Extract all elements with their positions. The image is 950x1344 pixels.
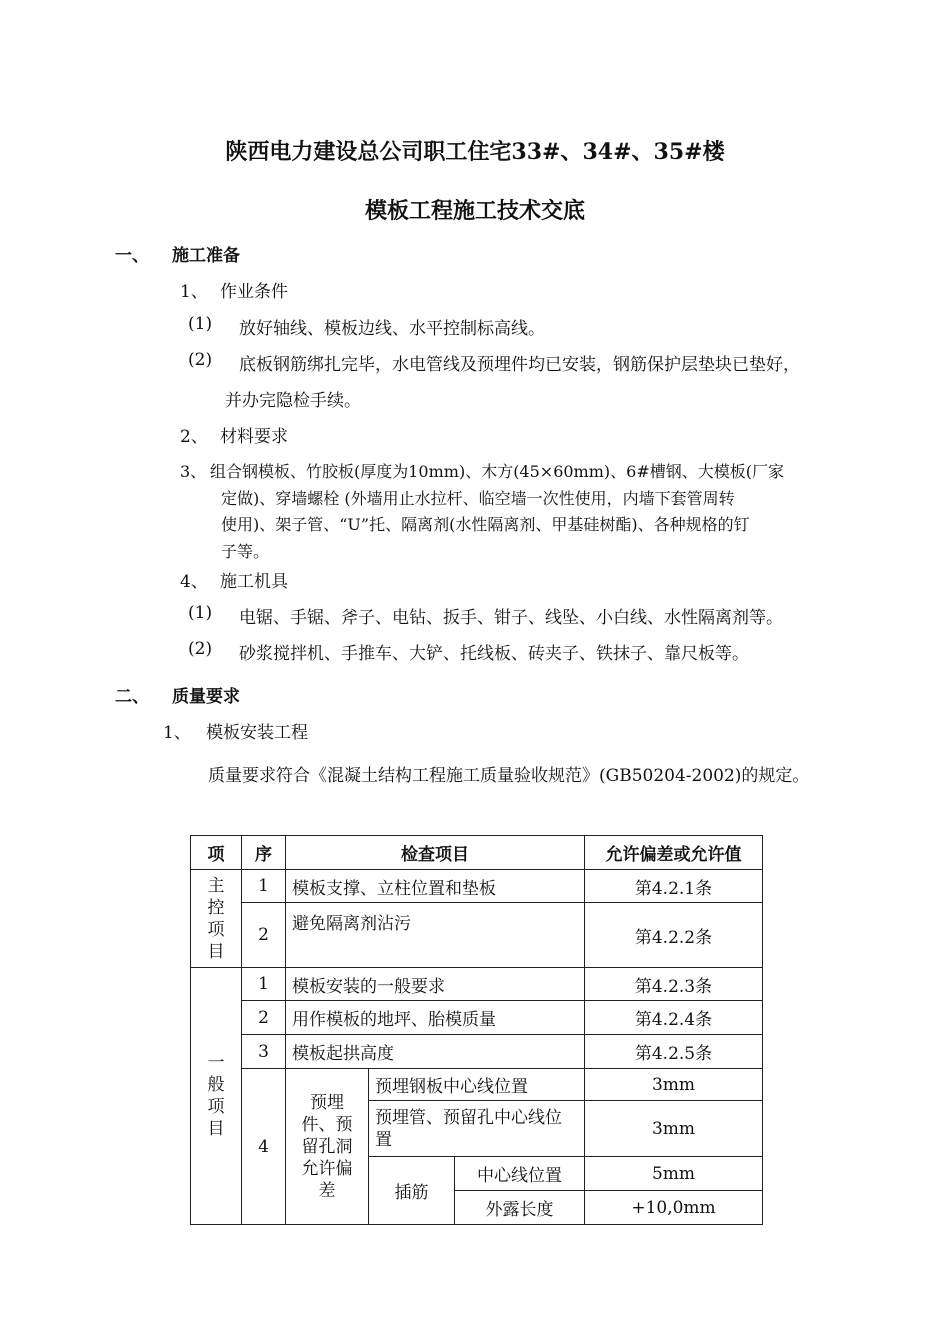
tool2-number: (2): [188, 639, 213, 659]
header-value: 允许偏差或允许值: [585, 836, 763, 870]
item3-line2: 定做)、穿墙螺栓 (外墙用止水拉杆、临空墙一次性使用，内墙下套管周转: [221, 489, 735, 508]
table-row: [191, 968, 763, 1001]
tool1-text: 电锯、手锯、斧子、电钻、扳手、钳子、线坠、小白线、水性隔离剂等。: [239, 608, 783, 628]
pipe-hole-value: 3mm: [585, 1101, 763, 1157]
table-header-row: [191, 836, 763, 870]
steel-plate-item: 预埋钢板中心线位置: [369, 1069, 585, 1101]
table-row: [191, 870, 763, 903]
table-row: [191, 1035, 763, 1069]
header-category: 项: [191, 836, 242, 870]
item3-line3: 使用)、架子管、“U”托、隔离剂(水性隔离剂、甲基硅树酯)、各种规格的钉: [221, 515, 750, 534]
document-title-line1: 陕西电力建设总公司职工住宅33#、34#、35#楼: [225, 139, 725, 165]
section1-number: 一、: [115, 246, 149, 266]
main-control-label: 主控项目: [191, 870, 242, 968]
condition2-text-line1: 底板钢筋绑扎完毕，水电管线及预埋件均已安装，钢筋保护层垫块已垫好，: [239, 355, 800, 375]
general-item-label: 一般项目: [191, 968, 242, 1225]
item4-label: 施工机具: [220, 572, 288, 592]
item3-line4: 子等。: [221, 542, 270, 561]
condition1-text: 放好轴线、模板边线、水平控制标高线。: [239, 319, 545, 339]
rebar-center-item: 中心线位置: [455, 1157, 585, 1191]
row-seq: 3: [242, 1035, 286, 1069]
condition2-number: (2): [188, 350, 213, 370]
rebar-center-value: 5mm: [585, 1157, 763, 1191]
row-seq: 1: [242, 968, 286, 1001]
inspection-table: [190, 835, 763, 1225]
rebar-label: 插筋: [369, 1157, 455, 1225]
row-item: 模板起拱高度: [286, 1035, 585, 1069]
section2-item1-label: 模板安装工程: [206, 723, 308, 743]
tool1-number: (1): [188, 603, 213, 623]
section1-heading: 施工准备: [172, 246, 240, 266]
row-seq: 2: [242, 903, 286, 968]
embedded-seq: 4: [242, 1069, 286, 1225]
item4-number: 4、: [180, 572, 208, 592]
steel-plate-value: 3mm: [585, 1069, 763, 1101]
row-item: 避免隔离剂沾污: [286, 903, 585, 968]
document-title-line2: 模板工程施工技术交底: [364, 198, 585, 224]
header-item: 检查项目: [286, 836, 585, 870]
row-item: 用作模板的地坪、胎模质量: [286, 1001, 585, 1035]
row-value: 第4.2.2条: [585, 903, 763, 968]
quality-standard-paragraph: 质量要求符合《混凝土结构工程施工质量验收规范》(GB50204-2002)的规定。: [208, 766, 810, 786]
row-seq: 1: [242, 870, 286, 903]
rebar-exposed-value: +10,0mm: [585, 1191, 763, 1225]
embedded-label: 预埋件、预留孔洞允许偏差: [286, 1069, 369, 1225]
item1-label: 作业条件: [220, 282, 288, 302]
row-value: 第4.2.1条: [585, 870, 763, 903]
row-value: 第4.2.5条: [585, 1035, 763, 1069]
condition1-number: (1): [188, 314, 213, 334]
table-row: [191, 903, 763, 968]
item2-label: 材料要求: [220, 427, 288, 447]
section2-item1-number: 1、: [163, 723, 191, 743]
section2-number: 二、: [115, 687, 149, 707]
item1-number: 1、: [180, 282, 208, 302]
table-row: [191, 1001, 763, 1035]
row-item: 模板支撑、立柱位置和垫板: [286, 870, 585, 903]
item3-line1: 组合钢模板、竹胶板(厚度为10mm)、木方(45×60mm)、6#槽钢、大模板(厂家: [210, 462, 784, 481]
item3-number: 3、: [180, 462, 207, 481]
tool2-text: 砂浆搅拌机、手推车、大铲、托线板、砖夹子、铁抹子、靠尺板等。: [239, 644, 749, 664]
table-row: [191, 1069, 763, 1101]
pipe-hole-item: 预埋管、预留孔中心线位置: [369, 1101, 585, 1157]
row-item: 模板安装的一般要求: [286, 968, 585, 1001]
rebar-exposed-item: 外露长度: [455, 1191, 585, 1225]
row-value: 第4.2.3条: [585, 968, 763, 1001]
section2-heading: 质量要求: [172, 687, 240, 707]
condition2-text-line2: 并办完隐检手续。: [225, 391, 361, 411]
row-seq: 2: [242, 1001, 286, 1035]
header-seq: 序: [242, 836, 286, 870]
row-value: 第4.2.4条: [585, 1001, 763, 1035]
item2-number: 2、: [180, 427, 208, 447]
